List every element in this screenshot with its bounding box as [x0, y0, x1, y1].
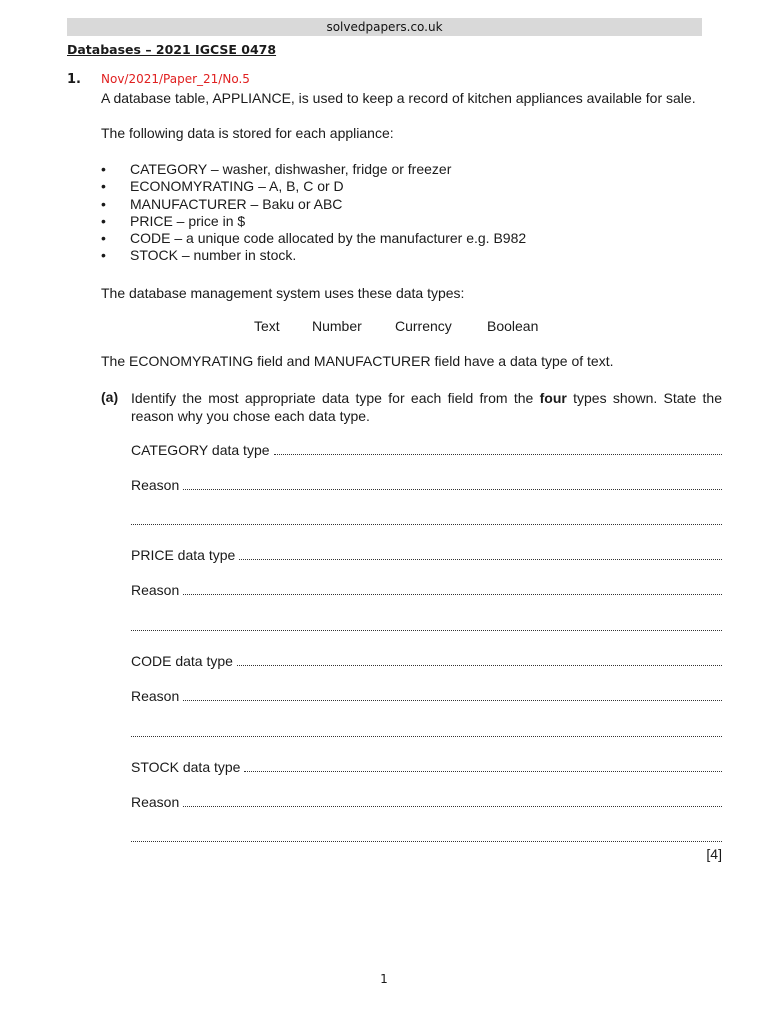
answer-blank[interactable] [183, 688, 722, 701]
answer-label: Reason [131, 477, 180, 493]
list-item [101, 178, 526, 195]
stock-reason-continuation[interactable] [131, 829, 722, 842]
types-note: The ECONOMYRATING field and MANUFACTURER field have a data type of text. [101, 353, 614, 369]
list-item [101, 230, 526, 247]
field-text: ECONOMYRATING – A, B, C or D [130, 178, 344, 195]
stock-data-type-line[interactable] [131, 759, 722, 776]
code-reason-line[interactable] [131, 688, 722, 705]
answer-blank[interactable] [131, 512, 722, 525]
question-reference: Nov/2021/Paper_21/No.5 [101, 72, 250, 86]
question-number: 1. [67, 72, 81, 87]
answer-blank[interactable] [183, 582, 722, 595]
bullet-icon: • [101, 178, 106, 195]
answer-blank[interactable] [131, 829, 722, 842]
data-type-number: Number [312, 318, 362, 334]
list-item [101, 213, 526, 230]
price-reason-continuation[interactable] [131, 618, 722, 631]
code-data-type-line[interactable] [131, 653, 722, 670]
site-header [67, 18, 702, 36]
answer-blank[interactable] [239, 547, 722, 560]
data-type-currency: Currency [395, 318, 452, 334]
answer-label: PRICE data type [131, 547, 236, 563]
price-reason-line[interactable] [131, 582, 722, 599]
answer-blank[interactable] [237, 653, 722, 666]
answer-label: Reason [131, 794, 180, 810]
document-title: Databases – 2021 IGCSE 0478 [67, 42, 277, 57]
answer-blank[interactable] [274, 442, 722, 455]
answer-blank[interactable] [131, 618, 722, 631]
field-text: PRICE – price in $ [130, 212, 246, 229]
emphasis-four: four [539, 390, 567, 406]
category-reason-line[interactable] [131, 477, 722, 494]
field-list [101, 161, 526, 265]
code-reason-continuation[interactable] [131, 724, 722, 737]
dbms-text: The database management system uses these data types: [101, 285, 465, 301]
category-data-type-line[interactable] [131, 442, 722, 459]
bullet-icon: • [101, 195, 106, 212]
field-text: STOCK – number in stock. [130, 247, 297, 264]
answer-label: CATEGORY data type [131, 442, 270, 458]
price-data-type-line[interactable] [131, 547, 722, 564]
part-a-instructions: Identify the most appropriate data type for each field from the four types shown. State the reason why you chose each data type. [131, 390, 722, 424]
bullet-icon: • [101, 212, 106, 229]
answer-label: STOCK data type [131, 759, 241, 775]
marks-total: [4] [706, 846, 722, 862]
page-number: 1 [380, 972, 388, 986]
question-intro: A database table, APPLIANCE, is used to keep a record of kitchen appliances available for sale. [101, 90, 696, 106]
field-text: MANUFACTURER – Baku or ABC [130, 195, 343, 212]
category-reason-continuation[interactable] [131, 512, 722, 525]
site-name: solvedpapers.co.uk [326, 20, 443, 34]
stored-data-intro: The following data is stored for each appliance: [101, 125, 394, 141]
data-type-boolean: Boolean [487, 318, 539, 334]
field-text: CODE – a unique code allocated by the manufacturer e.g. B982 [130, 230, 527, 247]
answer-blank[interactable] [244, 759, 722, 772]
answer-blank[interactable] [131, 724, 722, 737]
bullet-icon: • [101, 230, 106, 247]
answer-label: CODE data type [131, 653, 233, 669]
data-type-text: Text [254, 318, 280, 334]
list-item [101, 247, 526, 264]
stock-reason-line[interactable] [131, 794, 722, 811]
bullet-icon: • [101, 161, 106, 177]
answer-label: Reason [131, 582, 180, 598]
answer-label: Reason [131, 688, 180, 704]
bullet-icon: • [101, 247, 106, 264]
answer-blank[interactable] [183, 477, 722, 490]
list-item [101, 196, 526, 213]
answer-blank[interactable] [183, 794, 722, 807]
part-a-label: (a) [101, 389, 119, 405]
list-item [101, 161, 526, 178]
field-text: CATEGORY – washer, dishwasher, fridge or freezer [130, 161, 452, 177]
